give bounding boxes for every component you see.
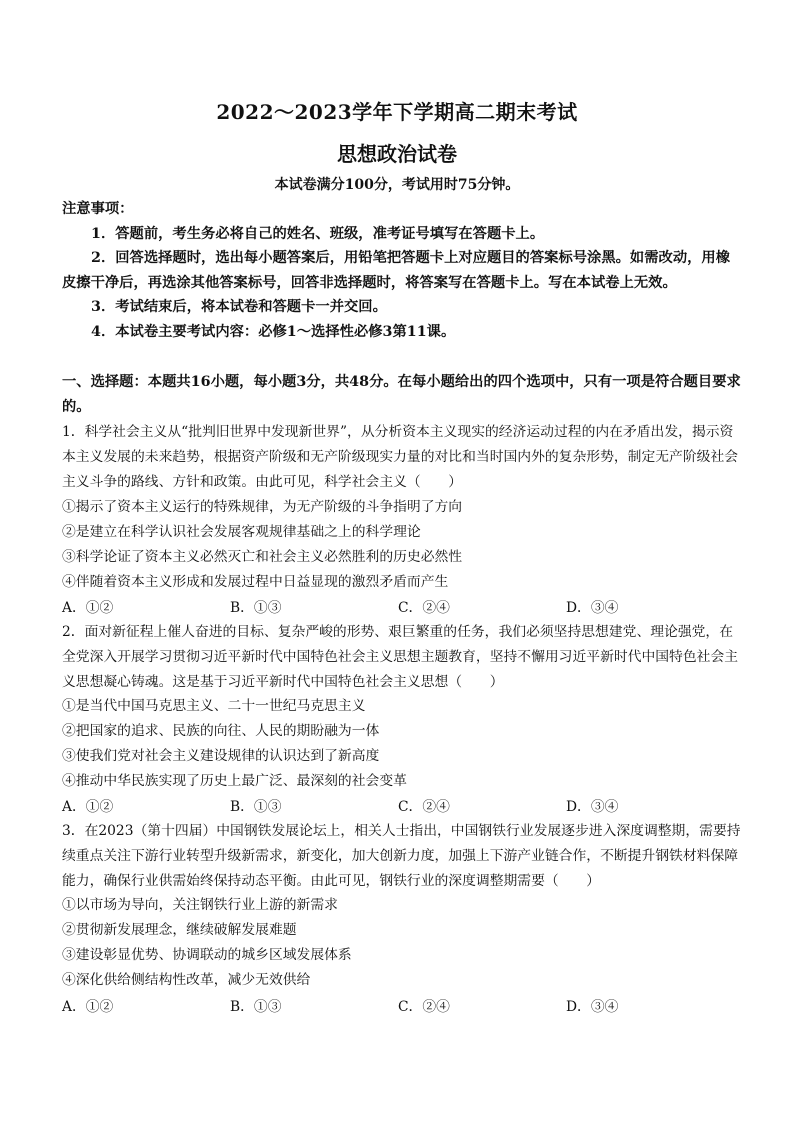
subject-title: 思想政治试卷 [337,142,457,166]
choice-d: D．③④ [566,600,619,616]
question-option: ②是建立在科学认识社会发展客观规律基础之上的科学理论 [62,524,421,540]
question-option: ④推动中华民族实现了历史上最广泛、最深刻的社会变革 [62,773,407,789]
notice-heading: 注意事项： [62,201,134,217]
answer-choices [62,596,742,620]
choice-b: B．①③ [230,999,282,1015]
choice-b: B．①③ [230,600,282,616]
choice-a: A．①② [62,799,114,815]
notice-block [62,197,742,345]
question-option: ①以市场为导向，关注钢铁行业上游的新需求 [62,897,338,913]
choice-a: A．①② [62,999,114,1015]
choice-a: A．①② [62,600,114,616]
choice-c: C．②④ [398,600,450,616]
question-option: ④伴随着资本主义形成和发展过程中日益显现的激烈矛盾而产生 [62,574,449,590]
question-option: ③科学论证了资本主义必然灭亡和社会主义必然胜利的历史必然性 [62,549,463,565]
question-stem: 2．面对新征程上催人奋进的目标、复杂严峻的形势、艰巨繁重的任务，我们必须坚持思想建党、理论强党，在全党深入开展学习贯彻习近平新时代中国特色社会主义思想主题教育，坚持不懈用习近平新时代中国特色社会主义思想凝心铸魂。这是基于习近平新时代中国特色社会主义思想（ ） [62,624,739,690]
question-stem: 1．科学社会主义从“批判旧世界中发现新世界”，从分析资本主义现实的经济运动过程的内在矛盾出发，揭示资本主义发展的未来趋势，根据资产阶级和无产阶级现实力量的对比和当时国内外的复杂形势，制定无产阶级社会主义斗争的路线、方针和政策。由此可见，科学社会主义（ ） [62,424,739,490]
question-stem: 3．在2023（第十四届）中国钢铁发展论坛上，相关人士指出，中国钢铁行业发展逐步进入深度调整期，需要持续重点关注下游行业转型升级新需求，新变化，加大创新力度，加强上下游产业链合作，不断提升钢铁材料保障能力，确保行业供需始终保持动态平衡。由此可见，钢铁行业的深度调整期需要（ ） [62,823,741,889]
notice-item: 1．答题前，考生务必将自己的姓名、班级，准考证号填写在答题卡上。 [91,225,545,242]
score-info: 本试卷满分100分，考试用时75分钟。 [274,177,520,193]
section-heading: 一、选择题：本题共16小题，每小题3分，共48分。在每小题给出的四个选项中，只有一项是符合题目要求的。 [62,374,741,415]
question-option: ②贯彻新发展理念，继续破解发展难题 [62,922,297,938]
answer-choices [62,795,742,819]
question-option: ③使我们党对社会主义建设规律的认识达到了新高度 [62,748,380,764]
notice-item: 2．回答选择题时，选出每小题答案后，用铅笔把答题卡上对应题目的答案标号涂黑。如需改动，用橡皮擦干净后，再选涂其他答案标号，回答非选择题时，将答案写在答题卡上。写在本试卷上无效。 [62,250,731,291]
choice-c: C．②④ [398,799,450,815]
notice-item: 3．考试结束后，将本试卷和答题卡一并交回。 [91,299,387,316]
choice-d: D．③④ [566,799,619,815]
question-option: ②把国家的追求、民族的向往、人民的期盼融为一体 [62,723,380,739]
question-option: ④深化供给侧结构性改革，减少无效供给 [62,972,311,988]
choice-b: B．①③ [230,799,282,815]
exam-title: 2022～2023学年下学期高二期末考试 [216,100,578,124]
answer-choices [62,995,742,1019]
question-option: ③建设彰显优势、协调联动的城乡区域发展体系 [62,947,352,963]
question-option: ①揭示了资本主义运行的特殊规律，为无产阶级的斗争指明了方向 [62,499,463,515]
question-option: ①是当代中国马克思主义、二十一世纪马克思主义 [62,698,366,714]
choice-d: D．③④ [566,999,619,1015]
choice-c: C．②④ [398,999,450,1015]
notice-item: 4．本试卷主要考试内容：必修1～选择性必修3第11课。 [91,323,456,340]
